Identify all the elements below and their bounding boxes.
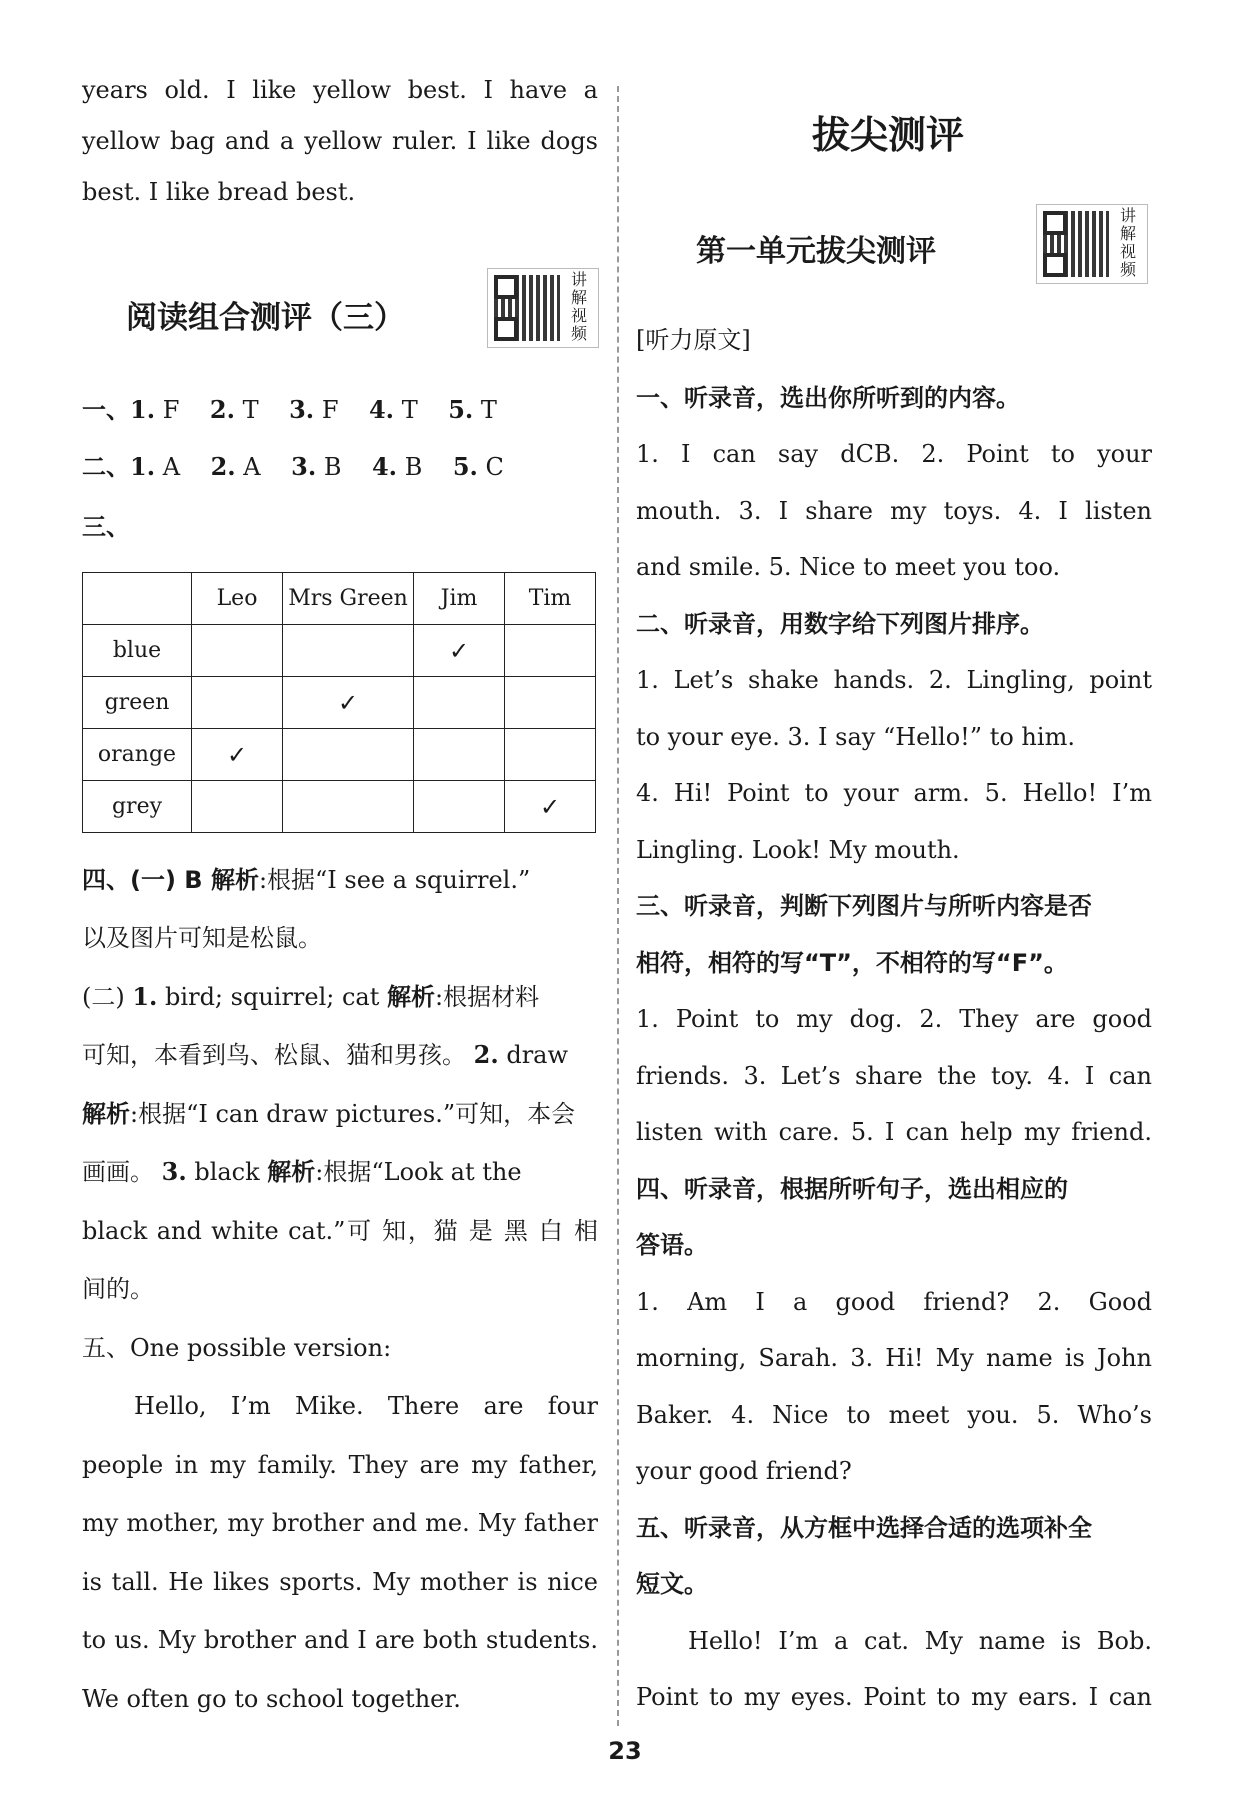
part4-line-7: black and white cat.”可 知，猫 是 黑 白 相: [82, 1217, 598, 1245]
part4-line-3: (二) 1. bird; squirrel; cat 解析:根据材料: [82, 982, 540, 1011]
table-cell: [283, 625, 414, 677]
table-cell: [505, 729, 596, 781]
part4-line-8: 间的。: [82, 1275, 154, 1303]
video-label: 讲解视频: [1119, 206, 1136, 279]
s1-line: 1. I can say dCB. 2. Point to your: [636, 440, 1152, 468]
s2-head: 二、听录音，用数字给下列图片排序。: [636, 610, 1044, 638]
check-mark-icon: ✓: [448, 636, 470, 665]
page-number: 23: [608, 1737, 642, 1765]
answer-row-3-head: 三、: [82, 513, 130, 541]
table-row: [83, 677, 596, 729]
s5-head: 短文。: [636, 1570, 708, 1598]
table-row-label: blue: [83, 625, 192, 677]
s2-line: 1. Let’s shake hands. 2. Lingling, point: [636, 666, 1152, 694]
s3-head: 相符，相符的写“T”，不相符的写“F”。: [636, 949, 1068, 977]
column-divider: [617, 86, 619, 1726]
s5-line: Hello! I’m a cat. My name is Bob.: [688, 1627, 1152, 1655]
s5-head: 五、听录音，从方框中选择合适的选项补全: [636, 1514, 1092, 1542]
s1-line: mouth. 3. I share my toys. 4. I listen: [636, 497, 1152, 525]
table-row-label: orange: [83, 729, 192, 781]
table-cell: [414, 729, 505, 781]
video-label: 讲解视频: [570, 270, 587, 343]
table-cell: [414, 781, 505, 833]
table-cell: [505, 625, 596, 677]
table-row: [83, 625, 596, 677]
check-mark-icon: ✓: [337, 688, 359, 717]
part4-line-4: 可知，本看到鸟、松鼠、猫和男孩。 2. draw: [82, 1040, 569, 1069]
part4-line-1: 四、(一) B 解析:根据“I see a squirrel.”: [82, 866, 531, 894]
answer-row-1: 一、1. F 2. T 3. F 4. T 5. T: [82, 395, 497, 424]
check-mark-icon: ✓: [226, 740, 248, 769]
video-qr-code[interactable]: [1036, 204, 1148, 284]
check-mark-icon: ✓: [539, 792, 561, 821]
video-qr-code[interactable]: [487, 268, 599, 348]
s3-line: 1. Point to my dog. 2. They are good: [636, 1005, 1152, 1033]
table-cell: [283, 781, 414, 833]
table-cell: [414, 677, 505, 729]
table-row: [83, 781, 596, 833]
part4-line-2: 以及图片可知是松鼠。: [82, 924, 322, 952]
table-cell: [283, 677, 414, 729]
table-header-cell: Mrs Green: [283, 573, 414, 625]
intro-line: yellow bag and a yellow ruler. I like dogs: [82, 127, 598, 155]
section-title: 阅读组合测评（三）: [126, 300, 405, 336]
unit-title: 第一单元拔尖测评: [696, 234, 936, 269]
main-title: 拔尖测评: [812, 113, 965, 157]
s3-head: 三、听录音，判断下列图片与所听内容是否: [636, 892, 1092, 920]
table-cell: [283, 729, 414, 781]
table-header-cell: Jim: [414, 573, 505, 625]
s4-head: 四、听录音，根据所听句子，选出相应的: [636, 1175, 1068, 1203]
qr-code-icon: [1043, 211, 1109, 277]
s5-line: Point to my eyes. Point to my ears. I can: [636, 1683, 1152, 1711]
s4-line: your good friend?: [636, 1457, 852, 1485]
s2-line: to your eye. 3. I say “Hello!” to him.: [636, 723, 1075, 751]
table-cell: [192, 625, 283, 677]
intro-line: years old. I like yellow best. I have a: [82, 76, 598, 104]
part5-line: people in my family. They are my father,: [82, 1451, 598, 1479]
s2-line: 4. Hi! Point to your arm. 5. Hello! I’m: [636, 779, 1152, 807]
table-header-row: [83, 573, 596, 625]
s4-head: 答语。: [636, 1231, 708, 1259]
table-cell: [505, 677, 596, 729]
listening-tag: [听力原文]: [636, 326, 751, 354]
part4-line-5: 解析:根据“I can draw pictures.”可知，本会: [82, 1100, 576, 1128]
answer-row-2: 二、1. A 2. A 3. B 4. B 5. C: [82, 452, 504, 481]
part5-line: Hello, I’m Mike. There are four: [134, 1392, 598, 1420]
s4-line: Baker. 4. Nice to meet you. 5. Who’s: [636, 1401, 1152, 1429]
table-cell: [192, 781, 283, 833]
table-row: [83, 729, 596, 781]
table-header-cell: [83, 573, 192, 625]
table-row-label: green: [83, 677, 192, 729]
part5-line: We often go to school together.: [82, 1685, 461, 1713]
s1-line: and smile. 5. Nice to meet you too.: [636, 553, 1061, 581]
s4-line: 1. Am I a good friend? 2. Good: [636, 1288, 1152, 1316]
qr-code-icon: [494, 275, 560, 341]
table-cell: [505, 781, 596, 833]
part4-line-6: 画画。 3. black 解析:根据“Look at the: [82, 1157, 522, 1186]
s3-line: friends. 3. Let’s share the toy. 4. I can: [636, 1062, 1152, 1090]
table-header-cell: Leo: [192, 573, 283, 625]
s3-line: listen with care. 5. I can help my friend.: [636, 1118, 1152, 1146]
table-row-label: grey: [83, 781, 192, 833]
part5-head: 五、One possible version:: [82, 1334, 392, 1362]
table-cell: [192, 677, 283, 729]
part5-line: to us. My brother and I are both students.: [82, 1626, 598, 1654]
answer-table: [82, 572, 596, 833]
s2-line: Lingling. Look! My mouth.: [636, 836, 960, 864]
intro-line: best. I like bread best.: [82, 178, 356, 206]
s4-line: morning, Sarah. 3. Hi! My name is John: [636, 1344, 1152, 1372]
table-cell: [192, 729, 283, 781]
table-cell: [414, 625, 505, 677]
table-header-cell: Tim: [505, 573, 596, 625]
part5-line: is tall. He likes sports. My mother is nice: [82, 1568, 598, 1596]
s1-head: 一、听录音，选出你所听到的内容。: [636, 384, 1020, 412]
part5-line: my mother, my brother and me. My father: [82, 1509, 598, 1537]
